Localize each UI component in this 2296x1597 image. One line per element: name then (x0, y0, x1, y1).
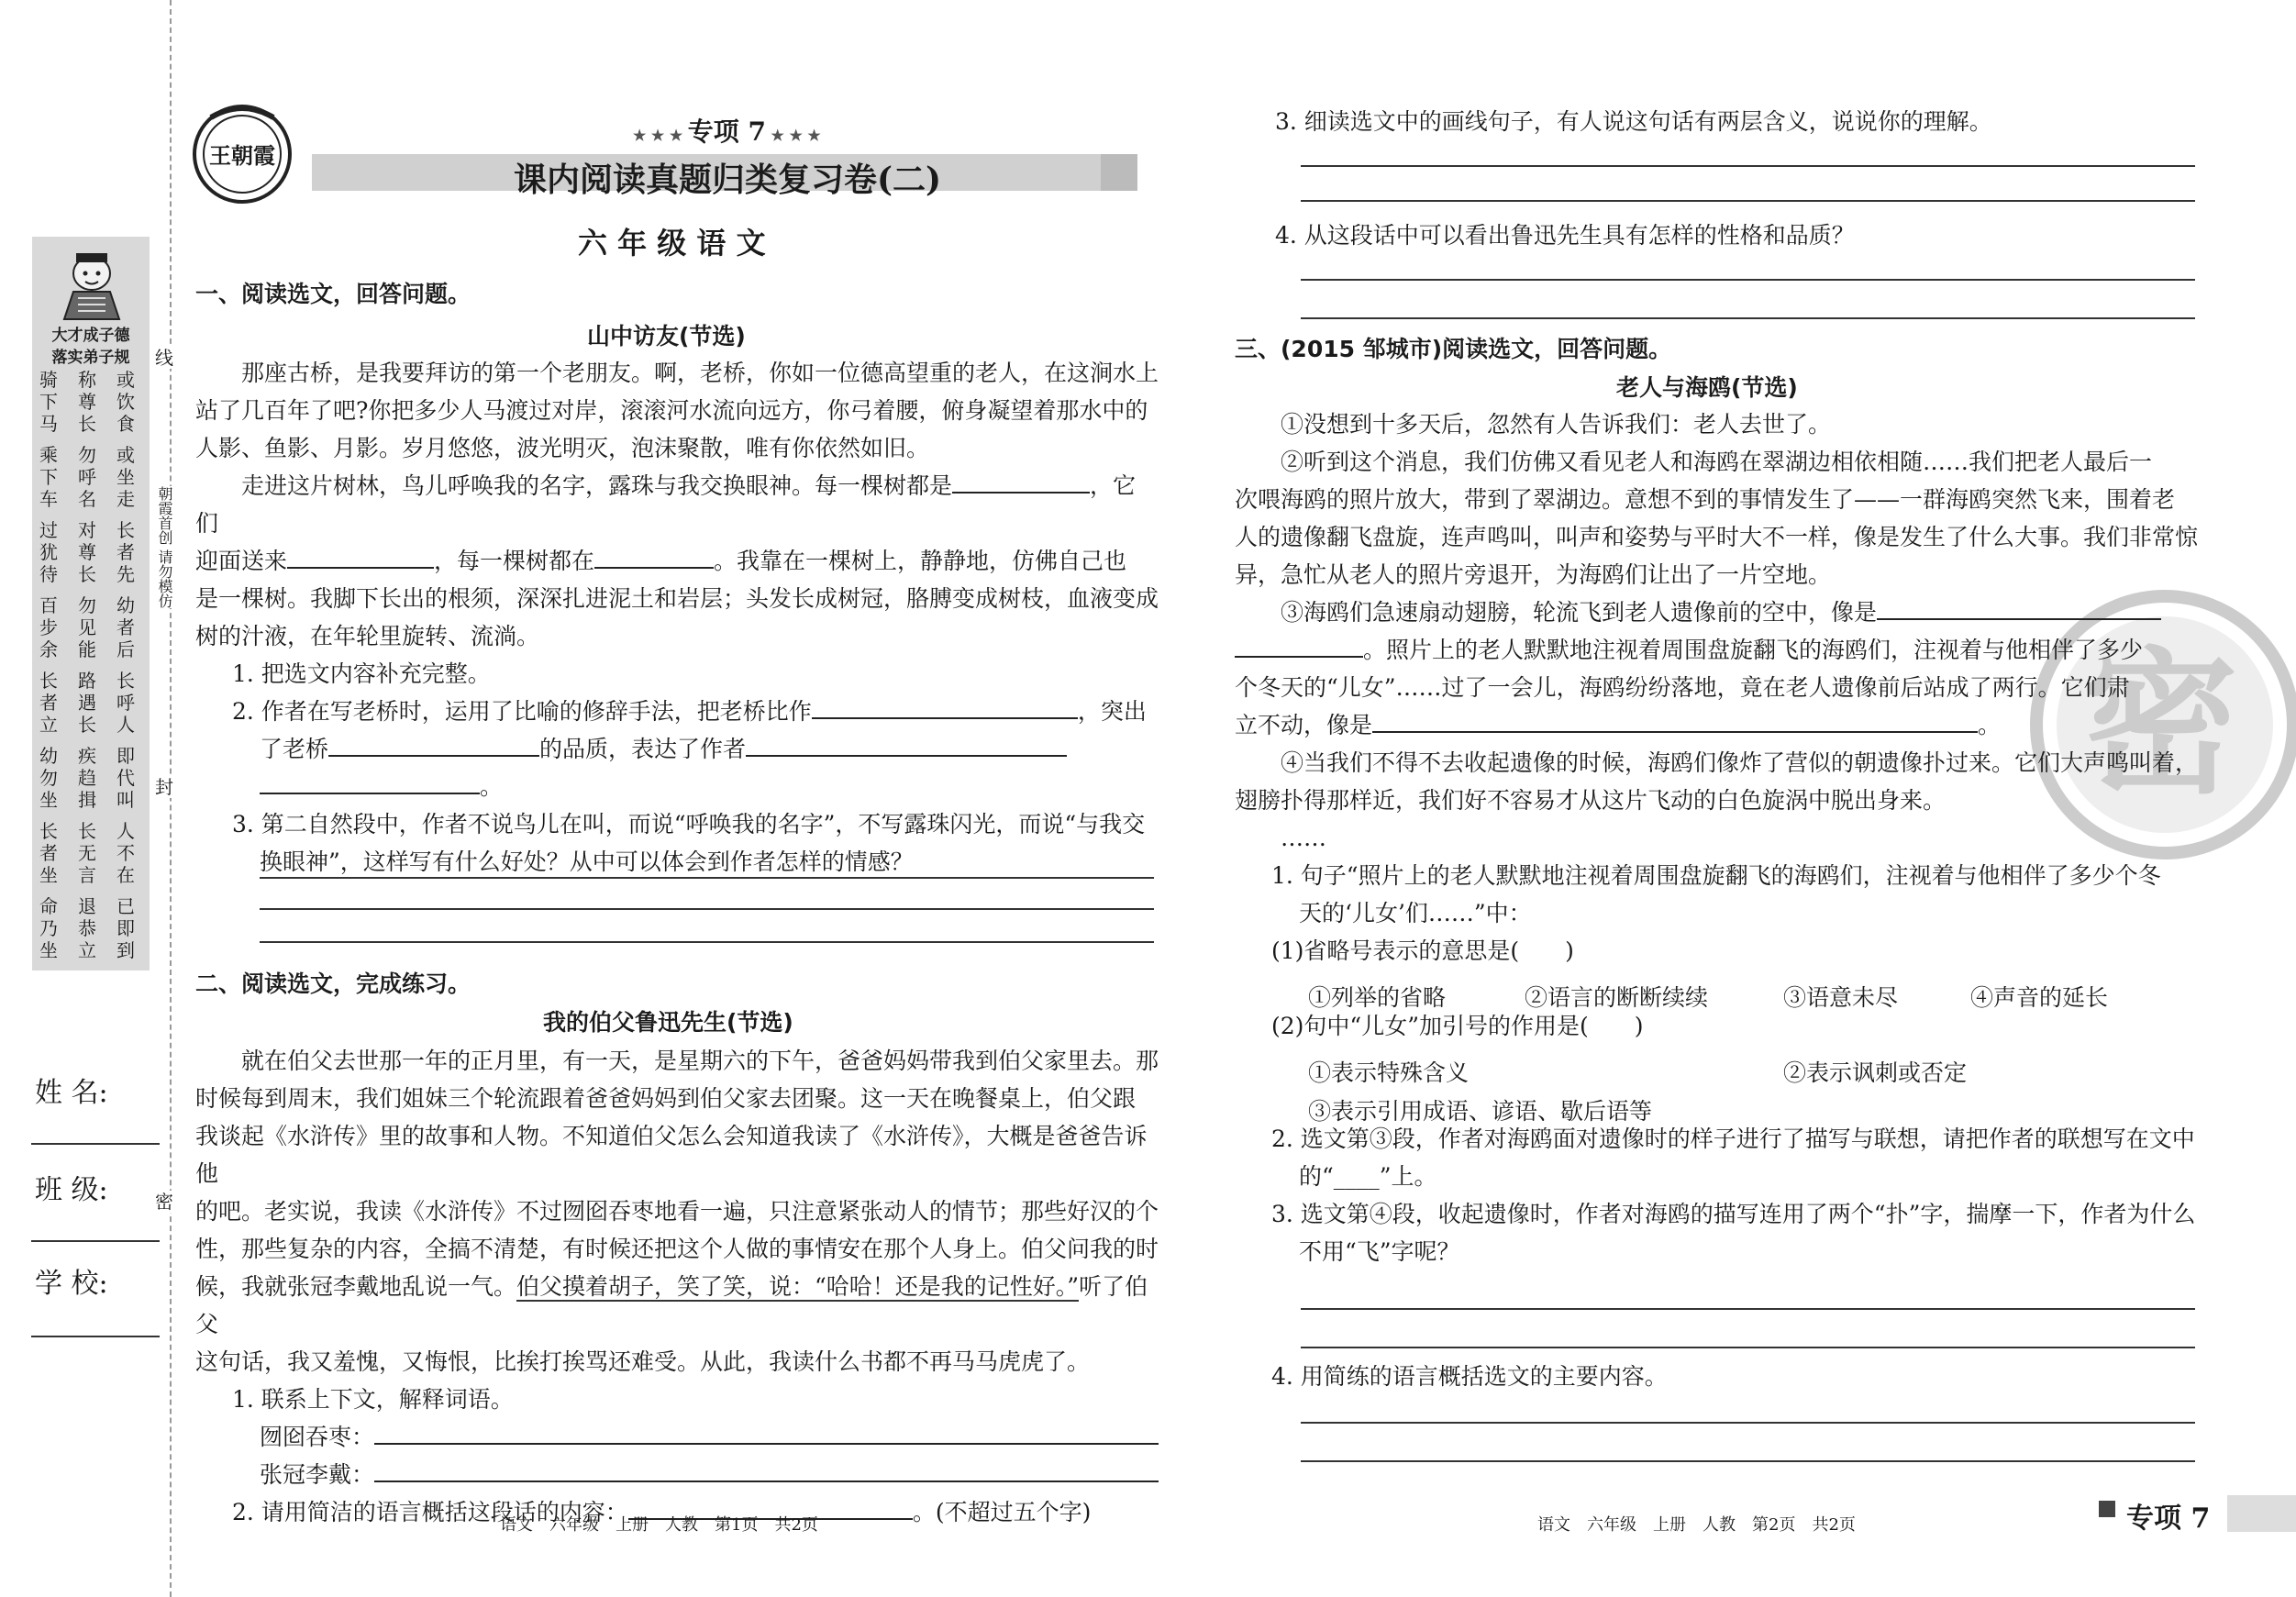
binding-mark: 封 (155, 776, 173, 798)
fill-blank[interactable] (287, 543, 434, 569)
name-field[interactable] (31, 1143, 160, 1145)
motto-line-2: 落实弟子规 (51, 349, 130, 367)
passage-line: 走进这片树林，鸟儿呼唤我的名字，露珠与我交换眼神。每一棵树都是 ，它们 (195, 467, 1159, 542)
special-topic-badge: ★ ★ ★ 专项 7 ★ ★ ★ (633, 116, 821, 147)
school-label: 学 校: (35, 1268, 108, 1300)
rule-phrase: 长 者 坐 (39, 820, 58, 886)
passage-line: 是一棵树。我脚下长出的根须，深深扎进泥土和岩层；头发长成树冠，胳膊变成树枝，血液变成 (195, 585, 1159, 612)
passage-line: 我谈起《水浒传》里的故事和人物。不知道伯父怎么会知道我读了《水浒传》，大概是爸爸告诉他 (195, 1123, 1148, 1187)
rule-phrase: 百 步 余 (39, 594, 58, 660)
question-1: 1. 联系上下文，解释词语。 (232, 1386, 514, 1413)
answer-line[interactable] (1301, 1460, 2195, 1462)
rule-phrase: 即 代 叫 (116, 745, 135, 811)
passage-line: 的吧。老实说，我读《水浒传》不过囫囵吞枣地看一遍，只注意紧张动人的情节；那些好汉的个 (195, 1198, 1159, 1225)
passage-line: 立不动，像是 。 (1235, 706, 2198, 744)
question-4-right: 4. 从这段话中可以看出鲁迅先生具有怎样的性格和品质？ (1275, 222, 1855, 249)
option[interactable]: ②表示讽刺或否定 (1783, 1059, 1968, 1086)
name-label: 姓 名: (35, 1077, 108, 1109)
binding-mark: 线 (155, 347, 173, 369)
class-label: 班 级: (35, 1174, 108, 1206)
question-3-cont: 换眼神”，这样写有什么好处？从中可以体会到作者怎样的情感？ (260, 848, 914, 875)
rules-column (37, 369, 61, 970)
publisher-logo-text: 王朝霞 (209, 142, 275, 169)
rules-column (75, 369, 99, 970)
class-field[interactable] (31, 1240, 160, 1242)
passage-line: 个冬天的“儿女”……过了一会儿，海鸥纷纷落地，竟在老人遗像前后站成了两行。它们肃 (1235, 674, 2130, 701)
rule-phrase: 人 不 在 (116, 820, 135, 886)
answer-line[interactable] (1301, 317, 2195, 319)
rule-phrase: 乘 下 车 (39, 444, 58, 510)
question-3-cont: 不用“飞”字呢？ (1299, 1238, 1460, 1265)
rule-phrase: 已 即 到 (116, 895, 135, 961)
rule-phrase: 对 尊 长 (78, 519, 96, 585)
question-3: 3. 第二自然段中，作者不说鸟儿在叫，而说“呼唤我的名字”，不写露珠闪光，而说“与我交 (232, 811, 1146, 837)
binding-dashed-line (170, 0, 172, 1597)
page-subtitle: 六 年 级 语 文 (578, 226, 766, 261)
rule-phrase: 或 坐 走 (116, 444, 135, 510)
badge-text: 专项 7 (687, 116, 766, 147)
question-2-cont: 的“____”上。 (1299, 1163, 1437, 1190)
rule-phrase: 骑 下 马 (39, 369, 58, 435)
rule-phrase: 勿 见 能 (78, 594, 96, 660)
passage-line: ②听到这个消息，我们仿佛又看见老人和海鸥在翠湖边相依相随……我们把老人最后一 (1281, 449, 2153, 475)
answer-line[interactable] (1301, 279, 2195, 281)
passage-line: 迎面送来 ，每一棵树都在 。我靠在一棵树上，静静地，仿佛自己也 (195, 542, 1159, 580)
passage-line: 翅膀扑得那样近，我们好不容易才从这片飞动的白色旋涡中脱出身来。 (1235, 787, 1947, 814)
section2-heading: 二、阅读选文，完成练习。 (195, 970, 471, 997)
question-3: 3. 选文第④段，收起遗像时，作者对海鸥的描写连用了两个“扑”字，揣摩一下，作者为什么 (1271, 1201, 2196, 1227)
answer-blank[interactable] (374, 1457, 1159, 1482)
fill-blank[interactable] (594, 543, 714, 569)
footer-badge-bg (2227, 1495, 2296, 1532)
copyright-notice: 朝霞首创 请勿模仿 (152, 486, 174, 608)
question-1-1: (1)省略号表示的意思是( ) (1271, 937, 1574, 964)
answer-line[interactable] (1301, 1308, 2195, 1310)
passage-line: 候，我就张冠李戴地乱说一气。伯父摸着胡子，笑了笑，说：“哈哈！还是我的记性好。”听了伯父 (195, 1273, 1148, 1337)
passage-line: 树的汁液，在年轮里旋转、流淌。 (195, 623, 540, 649)
rule-phrase: 称 尊 长 (78, 369, 96, 435)
fill-blank[interactable] (1877, 594, 2161, 620)
option[interactable]: ④声音的延长 (1970, 984, 2109, 1011)
fill-blank[interactable] (1235, 632, 1363, 658)
passage-line: 人影、鱼影、月影。岁月悠悠，波光明灭，泡沫聚散，唯有你依然如旧。 (195, 435, 930, 461)
section3-heading: 三、(2015 邹城市)阅读选文，回答问题。 (1235, 336, 1672, 362)
rule-phrase: 退 恭 立 (78, 895, 96, 961)
stamp-character: 密 (2082, 634, 2239, 815)
footer-square-icon (2099, 1501, 2115, 1517)
rule-phrase: 或 饮 食 (116, 369, 135, 435)
answer-blank[interactable] (374, 1419, 1159, 1445)
scholar-figure-icon (50, 248, 133, 321)
passage-ellipsis: …… (1281, 825, 1326, 851)
passage-line: 就在伯父去世那一年的正月里，有一天，是星期六的下午，爸爸妈妈带我到伯父家里去。那 (241, 1048, 1159, 1074)
rule-phrase: 过 犹 待 (39, 519, 58, 585)
footer-badge: 专项 7 (2126, 1503, 2211, 1535)
passage-line: ①没想到十多天后，忽然有人告诉我们：老人去世了。 (1281, 411, 1832, 438)
question-3-right: 3. 细读选文中的画线句子，有人说这句话有两层含义，说说你的理解。 (1275, 108, 1992, 135)
answer-line[interactable] (1301, 165, 2195, 167)
page-title: 课内阅读真题归类复习卷(二) (514, 161, 942, 199)
question-2-cont: 了老桥 的品质，表达了作者 (195, 730, 1159, 768)
rule-phrase: 命 乃 坐 (39, 895, 58, 961)
section1-passage-title: 山中访友(节选) (587, 323, 746, 349)
question-1-2: (2)句中“儿女”加引号的作用是( ) (1271, 1013, 1644, 1039)
school-field[interactable] (31, 1336, 160, 1337)
rule-phrase: 长 无 言 (78, 820, 96, 886)
rule-phrase: 幼 勿 坐 (39, 745, 58, 811)
section2-passage-title: 我的伯父鲁迅先生(节选) (543, 1009, 793, 1036)
question-1: 1. 把选文内容补充完整。 (232, 660, 491, 687)
passage-line: 次喂海鸥的照片放大，带到了翠湖边。意想不到的事情发生了——一群海鸥突然飞来，围着老 (1235, 486, 2176, 513)
passage-line: 人的遗像翻飞盘旋，连声鸣叫，叫声和姿势与平时大不一样，像是发生了什么大事。我们非常惊 (1235, 524, 2199, 550)
rule-phrase: 长 者 立 (39, 670, 58, 736)
footer-right: 语文 六年级 上册 人教 第2页 共2页 (1537, 1515, 1856, 1535)
answer-blank[interactable] (260, 769, 480, 794)
passage-line: 性，那些复杂的内容，全搞不清楚，有时候还把这个人做的事情安在那个人身上。伯父问我的时 (195, 1236, 1159, 1262)
rule-phrase: 疾 趋 揖 (78, 745, 96, 811)
answer-line[interactable] (1301, 1347, 2195, 1348)
footer-left: 语文 六年级 上册 人教 第1页 共2页 (500, 1515, 818, 1535)
fill-blank[interactable] (1372, 707, 1978, 733)
question-1-cont: 天的‘儿女’们……”中： (1299, 900, 1532, 926)
answer-blank[interactable] (812, 693, 1078, 719)
rule-phrase: 长 者 先 (116, 519, 135, 585)
option[interactable]: ①表示特殊含义 (1308, 1059, 1470, 1086)
option[interactable]: ③表示引用成语、谚语、歇后语等 (1308, 1098, 1653, 1125)
question-2-cont: 。 (195, 768, 1159, 805)
question-2: 2. 选文第③段，作者对海鸥面对遗像时的样子进行了描写与联想，请把作者的联想写在文中 (1271, 1126, 2195, 1152)
answer-line[interactable] (260, 908, 1154, 910)
option[interactable]: ②语言的断断续续 (1525, 984, 1709, 1011)
passage-line: 异，急忙从老人的照片旁退开，为海鸥们让出了一片空地。 (1235, 561, 1832, 588)
section1-heading: 一、阅读选文，回答问题。 (195, 281, 471, 307)
word-item: 囫囵吞枣： (195, 1418, 1159, 1456)
answer-blank[interactable] (746, 731, 1067, 757)
passage-line: 时候每到周末，我们姐妹三个轮流跟着爸爸妈妈到伯父家去团聚。这一天在晚餐桌上，伯父跟 (195, 1085, 1137, 1112)
question-4: 4. 用简练的语言概括选文的主要内容。 (1271, 1363, 1668, 1390)
passage-line: 这句话，我又羞愧，又悔恨，比挨打挨骂还难受。从此，我读什么书都不再马马虎虎了。 (195, 1348, 1091, 1375)
answer-blank[interactable] (328, 731, 539, 757)
rule-phrase: 幼 者 后 (116, 594, 135, 660)
question-1: 1. 句子“照片上的老人默默地注视着周围盘旋翻飞的海鸥们，注视着与他相伴了多少个冬 (1271, 862, 2161, 889)
passage-line: 。照片上的老人默默地注视着周围盘旋翻飞的海鸥们，注视着与他相伴了多少 (1235, 631, 2198, 669)
passage-line: ③海鸥们急速扇动翅膀，轮流飞到老人遗像前的空中，像是 (1235, 593, 2198, 631)
passage-line: 那座古桥，是我要拜访的第一个老朋友。啊，老桥，你如一位德高望重的老人，在这涧水上 (241, 360, 1159, 386)
answer-line[interactable] (260, 941, 1154, 943)
option[interactable]: ①列举的省略 (1308, 984, 1447, 1011)
motto-line-1: 大才成子德 (51, 327, 130, 345)
option[interactable]: ③语意未尽 (1783, 984, 1899, 1011)
question-2: 2. 请用简洁的语言概括这段话的内容： 。(不超过五个字) (195, 1493, 1159, 1531)
section3-passage-title: 老人与海鸥(节选) (1616, 374, 1798, 401)
binding-mark: 密 (155, 1191, 173, 1213)
rule-phrase: 勿 呼 名 (78, 444, 96, 510)
answer-line[interactable] (260, 877, 1154, 879)
rule-phrase: 路 遇 长 (78, 670, 96, 736)
question-2: 2. 作者在写老桥时，运用了比喻的修辞手法，把老桥比作 ，突出 (195, 693, 1159, 730)
passage-line: ④当我们不得不去收起遗像的时候，海鸥们像炸了营似的朝遗像扑过来。它们大声鸣叫着， (1281, 749, 2199, 776)
passage-line: 站了几百年了吧?你把多少人马渡过对岸，滚滚河水流向远方，你弓着腰，俯身凝望着那水中的 (195, 397, 1148, 424)
fill-blank[interactable] (952, 468, 1090, 494)
answer-line[interactable] (1301, 1422, 2195, 1424)
answer-line[interactable] (1301, 200, 2195, 202)
rule-phrase: 长 呼 人 (116, 670, 135, 736)
word-item: 张冠李戴： (195, 1456, 1159, 1493)
underlined-sentence: 伯父摸着胡子，笑了笑，说：“哈哈！还是我的记性好。” (516, 1273, 1080, 1300)
rules-column (114, 369, 138, 970)
